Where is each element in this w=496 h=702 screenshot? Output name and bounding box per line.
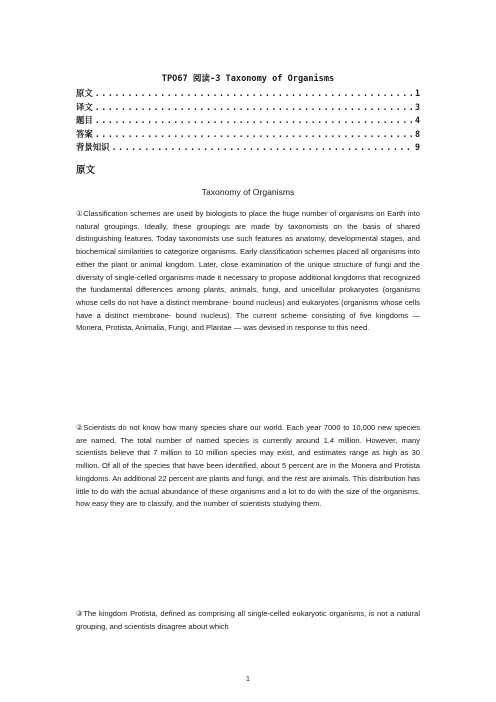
toc-entry-page: 9 [414, 142, 420, 153]
toc-entry[interactable] [76, 128, 420, 142]
paragraph-1: ①Classification schemes are used by biologists to place the huge number of organisms on Earth into natural groupings. Ideally, these groupings are made by taxonomists on the basis of shared distinguishing features. Today taxonomists use such features as anatomy, developmental stages, and biochemical similarities to categorize organisms. Early classification schemes placed all organisms into either the plant or animal kingdom. Later, close examination of the unique structure of fungi and the diversity of single-celled organisms made it necessary to propose additional kingdoms that recognized the fundamental differences among plants, animals, fungi, and unicellular prokaryotes (organisms whose cells do not have a distinct membrane- bound nucleus) and eukaryotes (organisms whose cells have a distinct membrane- bound nucleus). The current scheme consisting of five kingdoms — Monera, Protista, Animalia, Fungi, and Plantae — was devised in response to this need. [76, 209, 420, 333]
toc-entry-label: 题目 [76, 115, 93, 126]
paragraph-3: ③The kingdom Protista, defined as comprising all single-celled eukaryotic organisms, is not a natural grouping, and scientists disagree about which [76, 609, 420, 631]
toc-entry[interactable] [76, 141, 420, 155]
document-title: TPO67 阅读-3 Taxonomy of Organisms [161, 74, 335, 84]
toc-entry[interactable] [76, 101, 420, 115]
page-number: 1 [246, 676, 250, 683]
toc-entry-page: 8 [414, 128, 420, 139]
toc-entry-label: 译文 [76, 101, 93, 112]
toc-dot-leader [112, 142, 413, 152]
toc-dot-leader [95, 102, 413, 112]
toc-entry-page: 3 [414, 101, 420, 112]
toc-entry-label: 答案 [76, 128, 93, 139]
toc-dot-leader [95, 129, 413, 139]
toc-dot-leader [95, 115, 413, 125]
toc-entry-label: 背景知识 [76, 142, 110, 153]
toc-entry[interactable] [76, 114, 420, 128]
toc-entry-page: 4 [414, 115, 420, 126]
paragraph-2: ②Scientists do not know how many species share our world. Each year 7000 to 10,000 new species are named. The total number of named species is currently around 1.4 million. However, many scientists believe that 7 million to 10 million species may exist, and estimates range as high as 30 million. Of all of the species that have been identified, about 5 percent are in the Monera and Protista kingdoms. An additional 22 percent are plants and fungi, and the rest are animals. This distribution has little to do with the actual abundance of these organisms and a lot to do with the size of the organisms, how easy they are to classify, and the number of scientists studying them. [76, 423, 420, 509]
toc-entry-page: 1 [414, 88, 420, 98]
toc-dot-leader [95, 88, 413, 98]
article-title: Taxonomy of Organisms [201, 187, 295, 197]
table-of-contents [76, 87, 420, 155]
section-heading: 原文 [76, 165, 96, 176]
toc-entry-label: 原文 [76, 88, 93, 98]
toc-entry[interactable] [76, 87, 420, 101]
